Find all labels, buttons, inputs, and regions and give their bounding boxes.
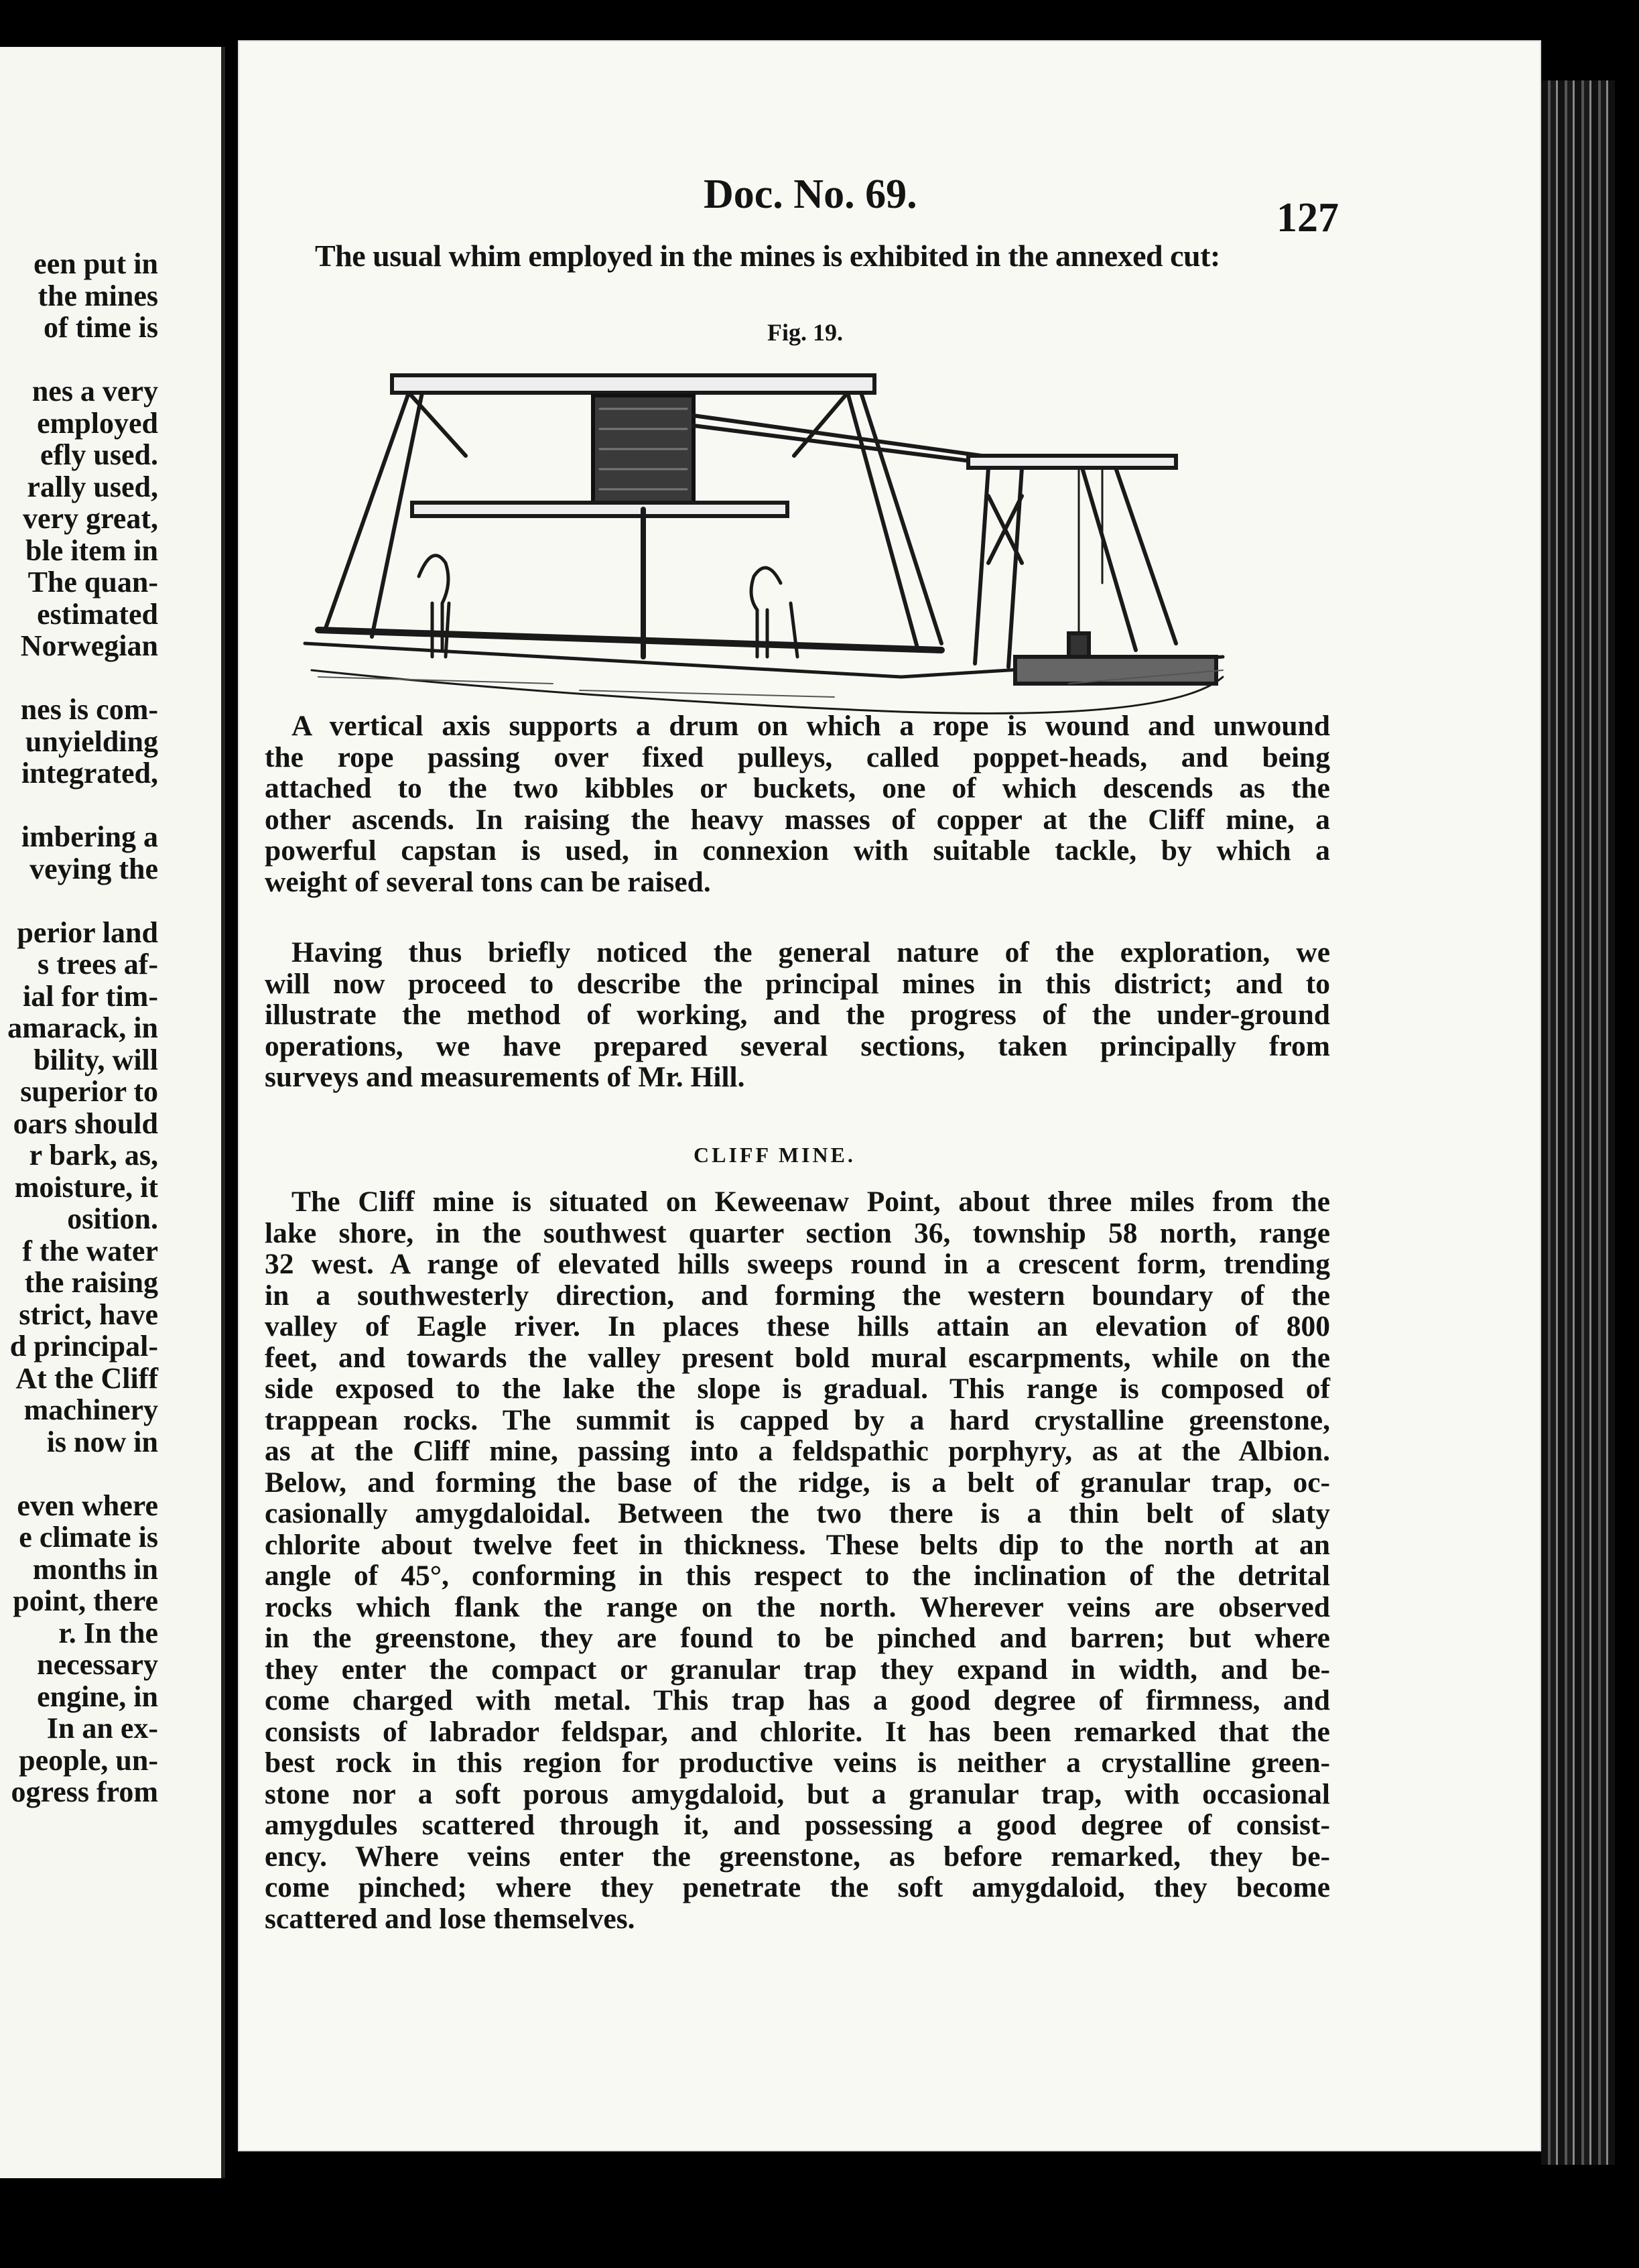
text-line: will now proceed to describe the principal mines in this district; and to	[265, 967, 1330, 1000]
left-page-line: s trees af-	[38, 948, 158, 981]
text-line: operations, we have prepared several sections, taken principally from	[265, 1029, 1330, 1062]
left-page-line: point, there	[13, 1584, 158, 1617]
left-page-line: Norwegian	[20, 629, 158, 662]
text-line: illustrate the method of working, and the progress of the under-ground	[265, 999, 1330, 1031]
left-page-line: moisture, it	[14, 1170, 158, 1204]
left-page-line: f the water	[22, 1234, 158, 1267]
text-line: come pinched; where they penetrate the soft amygdaloid, they become	[265, 1871, 1330, 1903]
left-page-line: r bark, as,	[29, 1139, 158, 1172]
text-line: Having thus briefly noticed the general nature of the exploration, we	[291, 936, 1330, 968]
left-page-line: At the Cliff	[15, 1361, 158, 1395]
text-line: weight of several tons can be raised.	[265, 865, 711, 898]
left-page-line: machinery	[23, 1393, 158, 1426]
left-page-line: osition.	[67, 1202, 158, 1235]
left-page-line: superior to	[20, 1075, 158, 1108]
left-page-line: amarack, in	[7, 1011, 158, 1044]
text-line: as at the Cliff mine, passing into a feldspathic porphyry, as at the Albion.	[265, 1435, 1330, 1467]
left-page-line: e climate is	[19, 1521, 158, 1554]
text-line: powerful capstan is used, in connexion with suitable tackle, by which a	[265, 834, 1330, 867]
text-line: attached to the two kibbles or buckets, one of which descends as the	[265, 772, 1330, 804]
left-page-line: veying the	[29, 852, 158, 885]
left-page-line: In an ex-	[46, 1712, 158, 1745]
page-number: 127	[1276, 195, 1339, 241]
text-line: scattered and lose themselves.	[265, 1902, 635, 1935]
text-line: surveys and measurements of Mr. Hill.	[265, 1061, 745, 1093]
text-line: trappean rocks. The summit is capped by a hard crystalline greenstone,	[265, 1403, 1330, 1436]
text-line: in the greenstone, they are found to be pinched and barren; but where	[265, 1622, 1330, 1654]
left-page-line: of time is	[43, 311, 158, 344]
text-line: in a southwesterly direction, and forming the western boundary of the	[265, 1279, 1330, 1312]
left-page-line: strict, have	[19, 1298, 158, 1331]
left-page-line: efly used.	[40, 438, 158, 471]
intro-sentence: The usual whim employed in the mines is exhibited in the annexed cut:	[315, 239, 1220, 273]
text-line: they enter the compact or granular trap they expand in width, and be-	[265, 1653, 1330, 1686]
left-page-line: The quan-	[27, 566, 158, 598]
left-page-line: is now in	[46, 1425, 158, 1458]
section-heading: CLIFF MINE.	[694, 1143, 856, 1167]
left-page-line: months in	[32, 1552, 158, 1586]
left-page-line: nes a very	[31, 375, 158, 407]
paragraph-introduction-to-mines	[265, 937, 1330, 1093]
left-page-line: unyielding	[25, 724, 158, 758]
left-page-line: ogress from	[11, 1775, 158, 1808]
text-line: valley of Eagle river. In places these hills attain an elevation of 800	[265, 1310, 1330, 1342]
text-line: side exposed to the lake the slope is gradual. This range is composed of	[265, 1373, 1330, 1405]
left-page-line: rally used,	[27, 470, 158, 503]
left-page-line: engine, in	[37, 1680, 158, 1713]
text-line: The Cliff mine is situated on Keweenaw Point, about three miles from the	[291, 1186, 1330, 1218]
left-page-fragment	[0, 47, 225, 2178]
left-page-line	[0, 790, 214, 822]
left-page-line: perior land	[17, 916, 158, 949]
whim-engraving	[298, 362, 1243, 737]
paragraph-whim-description	[265, 710, 1330, 897]
left-page-line	[0, 662, 214, 694]
left-page-text	[0, 248, 214, 1808]
left-page-line: een put in	[34, 247, 158, 280]
left-page-line: nes is com-	[20, 693, 158, 726]
text-line: consists of labrador feldspar, and chlorite. It has been remarked that the	[265, 1715, 1330, 1748]
left-page-line: imbering a	[21, 820, 158, 853]
left-page-line: d principal-	[9, 1330, 158, 1363]
text-line: chlorite about twelve feet in thickness. These belts dip to the north at an	[265, 1528, 1330, 1561]
left-page-line: people, un-	[19, 1743, 158, 1777]
left-page-line	[0, 1458, 214, 1490]
text-line: lake shore, in the southwest quarter section 36, township 58 north, range	[265, 1216, 1330, 1249]
text-line: feet, and towards the valley present bold mural escarpments, while on the	[265, 1341, 1330, 1374]
left-page-line	[0, 885, 214, 917]
text-line: best rock in this region for productive veins is neither a crystalline green-	[265, 1747, 1330, 1779]
running-head: Doc. No. 69.	[704, 172, 917, 217]
text-line: stone nor a soft porous amygdaloid, but a granular trap, with occasional	[265, 1777, 1330, 1810]
text-line: amygdules scattered through it, and possessing a good degree of consist-	[265, 1809, 1330, 1841]
text-line: rocks which flank the range on the north. Wherever veins are observed	[265, 1590, 1330, 1623]
left-page-line: bility, will	[34, 1043, 158, 1076]
left-page-line: ial for tim-	[22, 979, 158, 1013]
left-page-line: integrated,	[21, 757, 158, 790]
left-page-line: the raising	[24, 1266, 158, 1299]
text-line: come charged with metal. This trap has a good degree of firmness, and	[265, 1684, 1330, 1716]
text-line: A vertical axis supports a drum on which a rope is wound and unwound	[291, 710, 1330, 742]
left-page-line: very great,	[23, 502, 158, 535]
left-page-line	[0, 344, 214, 376]
text-line: angle of 45°, conforming in this respect to the inclination of the detrital	[265, 1560, 1330, 1592]
text-line: casionally amygdaloidal. Between the two there is a thin belt of slaty	[265, 1497, 1330, 1529]
figure-label: Fig. 19.	[767, 319, 843, 346]
left-page-line: the mines	[38, 279, 158, 312]
left-page-line: oars should	[13, 1107, 158, 1140]
text-line: ency. Where veins enter the greenstone, as before remarked, they be-	[265, 1840, 1330, 1873]
left-page-line: r. In the	[58, 1616, 158, 1649]
book-spine	[1541, 80, 1615, 2165]
text-line: the rope passing over fixed pulleys, called poppet-heads, and being	[265, 741, 1330, 773]
left-page-line: employed	[37, 406, 158, 440]
left-page-line: even where	[17, 1489, 158, 1522]
text-line: 32 west. A range of elevated hills sweeps round in a crescent form, trending	[265, 1248, 1330, 1280]
text-line: other ascends. In raising the heavy masses of copper at the Cliff mine, a	[265, 803, 1330, 836]
left-page-line: estimated	[37, 597, 158, 631]
left-page-line: necessary	[37, 1648, 158, 1681]
left-page-line: ble item in	[25, 533, 158, 567]
paragraph-cliff-mine	[265, 1186, 1330, 1934]
text-line: Below, and forming the base of the ridge, is a belt of granular trap, oc-	[265, 1466, 1330, 1499]
